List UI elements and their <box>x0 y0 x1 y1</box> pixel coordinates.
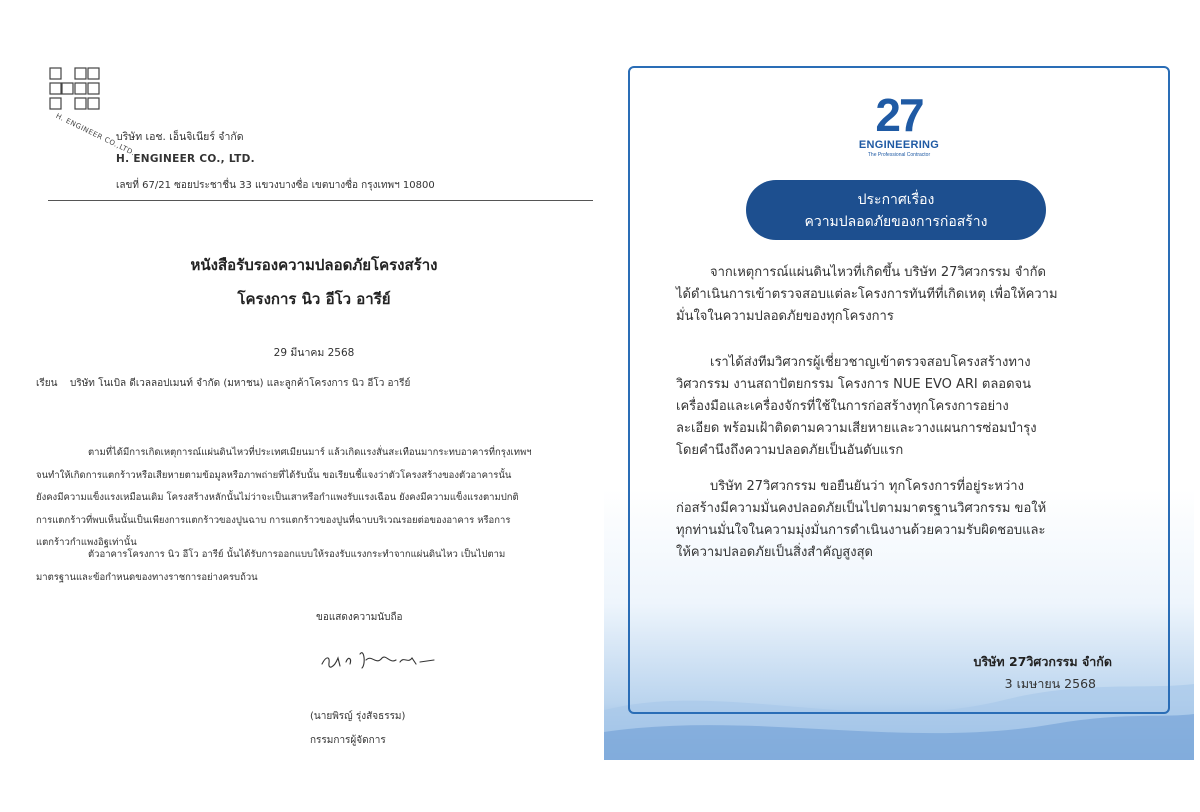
recipient-label: เรียน <box>36 378 58 389</box>
company-address: เลขที่ 67/21 ซอยประชาชื่น 33 แขวงบางซื่อ เขตบางซื่อ กรุงเทพฯ 10800 <box>116 180 435 191</box>
paragraph-line: เครื่องมือและเครื่องจักรที่ใช้ในการก่อสร้างทุกโครงการอย่าง <box>676 399 1009 414</box>
paragraph-line: ตามที่ได้มีการเกิดเหตุการณ์แผ่นดินไหวที่ประเทศเมียนมาร์ แล้วเกิดแรงสั่นสะเทือนมากระทบอาคารที่กรุงเทพฯ <box>88 447 532 458</box>
letter-paragraph-2 <box>36 544 596 589</box>
banner-line-1: ประกาศเรื่อง <box>857 192 935 208</box>
paragraph-line: มาตรฐานและข้อกำหนดของทางราชการอย่างครบถ้วน <box>36 571 258 583</box>
announcement-paragraph-3 <box>676 476 1136 564</box>
company-name-english: H. ENGINEER CO., LTD. <box>116 153 255 165</box>
signer-position: กรรมการผู้จัดการ <box>310 735 386 746</box>
paragraph-line: การแตกร้าวที่พบเห็นนั้นเป็นเพียงการแตกร้าวของปูนฉาบ การแตกร้าวของปูนที่ฉาบบริเวณรอยต่อของอาคาร หรือการ <box>36 514 511 526</box>
paragraph-line: ทุกท่านมั่นใจในความมุ่งมั่นการดำเนินงานด้วยความรับผิดชอบและ <box>676 523 1046 538</box>
brand-logo-tagline: The Professional Contractor <box>867 152 931 158</box>
banner-line-2: ความปลอดภัยของการก่อสร้าง <box>804 214 988 230</box>
paragraph-line: ได้ดำเนินการเข้าตรวจสอบแต่ละโครงการทันทีที่เกิดเหตุ เพื่อให้ความ <box>676 287 1058 302</box>
brand-logo-name: ENGINEERING <box>858 139 940 151</box>
paragraph-line: เราได้ส่งทีมวิศวกรผู้เชี่ยวชาญเข้าตรวจสอบโครงสร้างทาง <box>710 355 1031 370</box>
logo-wordmark: H. ENGINEER CO.,LTD. <box>54 112 137 158</box>
paragraph-line: ก่อสร้างมีความมั่นคงปลอดภัยเป็นไปตามมาตรฐานวิศวกรรม ขอให้ <box>676 501 1047 516</box>
paragraph-line: วิศวกรรม งานสถาปัตยกรรม โครงการ NUE EVO ARI ตลอดจน <box>676 377 1032 392</box>
company-name-thai: บริษัท เอช. เอ็นจิเนียร์ จำกัด <box>116 131 244 143</box>
handwritten-signature-icon <box>320 644 440 674</box>
letter-date: 29 มีนาคม 2568 <box>273 347 355 359</box>
announcement-title-banner <box>746 180 1046 240</box>
announcement-paragraph-2 <box>676 352 1136 462</box>
letter-closing: ขอแสดงความนับถือ <box>316 612 403 623</box>
brand-logo-number: 27 <box>875 89 923 141</box>
announcement-signature-company: บริษัท 27วิศวกรรม จำกัด <box>973 654 1112 669</box>
recipient-text: บริษัท โนเบิล ดีเวลลอปเมนท์ จำกัด (มหาชน) และลูกค้าโครงการ นิว อีโว อารีย์ <box>70 378 411 389</box>
paragraph-line: มั่นใจในความปลอดภัยของทุกโครงการ <box>676 309 894 324</box>
paragraph-line: จนทำให้เกิดการแตกร้าวหรือเสียหายตามข้อมูลหรือภาพถ่ายที่ได้รับนั้น ขอเรียนชี้แจงว่าตัวโครงสร้างของตัวอาคารนั้น <box>36 469 512 481</box>
paragraph-line: แตกร้าวกำแพงอิฐเท่านั้น <box>36 537 137 548</box>
letter-recipient <box>36 376 410 391</box>
header-divider <box>48 200 593 201</box>
letter-title: หนังสือรับรองความปลอดภัยโครงสร้าง <box>190 256 438 274</box>
paragraph-line: บริษัท 27วิศวกรรม ขอยืนยันว่า ทุกโครงการที่อยู่ระหว่าง <box>710 479 1024 494</box>
paragraph-line: ละเอียด พร้อมเฝ้าติดตามความเสียหายและวางแผนการซ่อมบำรุง <box>676 421 1037 436</box>
safety-announcement-poster <box>604 46 1194 760</box>
paragraph-line: จากเหตุการณ์แผ่นดินไหวที่เกิดขึ้น บริษัท 27วิศวกรรม จำกัด <box>710 265 1046 280</box>
signer-name: (นายพิรญ์ รุ่งสัจธรรม) <box>310 711 406 722</box>
letter-paragraph-1 <box>36 442 596 555</box>
paragraph-line: โดยคำนึงถึงความปลอดภัยเป็นอันดับแรก <box>676 443 904 458</box>
paragraph-line: ยังคงมีความแข็งแรงเหมือนเดิม โครงสร้างหลักนั้นไม่ว่าจะเป็นเสาหรือกำแพงรับแรงเฉือน ยังคงมีความแข็งแรงตามปกติ <box>36 492 519 503</box>
paragraph-line: ตัวอาคารโครงการ นิว อีโว อารีย์ นั้นได้รับการออกแบบให้รองรับแรงกระทำจากแผ่นดินไหว เป็นไปตาม <box>88 549 506 560</box>
paragraph-line: ให้ความปลอดภัยเป็นสิ่งสำคัญสูงสุด <box>676 545 873 560</box>
announcement-paragraph-1 <box>676 262 1136 328</box>
announcement-signature-date: 3 เมษายน 2568 <box>1004 676 1096 691</box>
letter-project-name: โครงการ นิว อีโว อารีย์ <box>237 290 391 308</box>
